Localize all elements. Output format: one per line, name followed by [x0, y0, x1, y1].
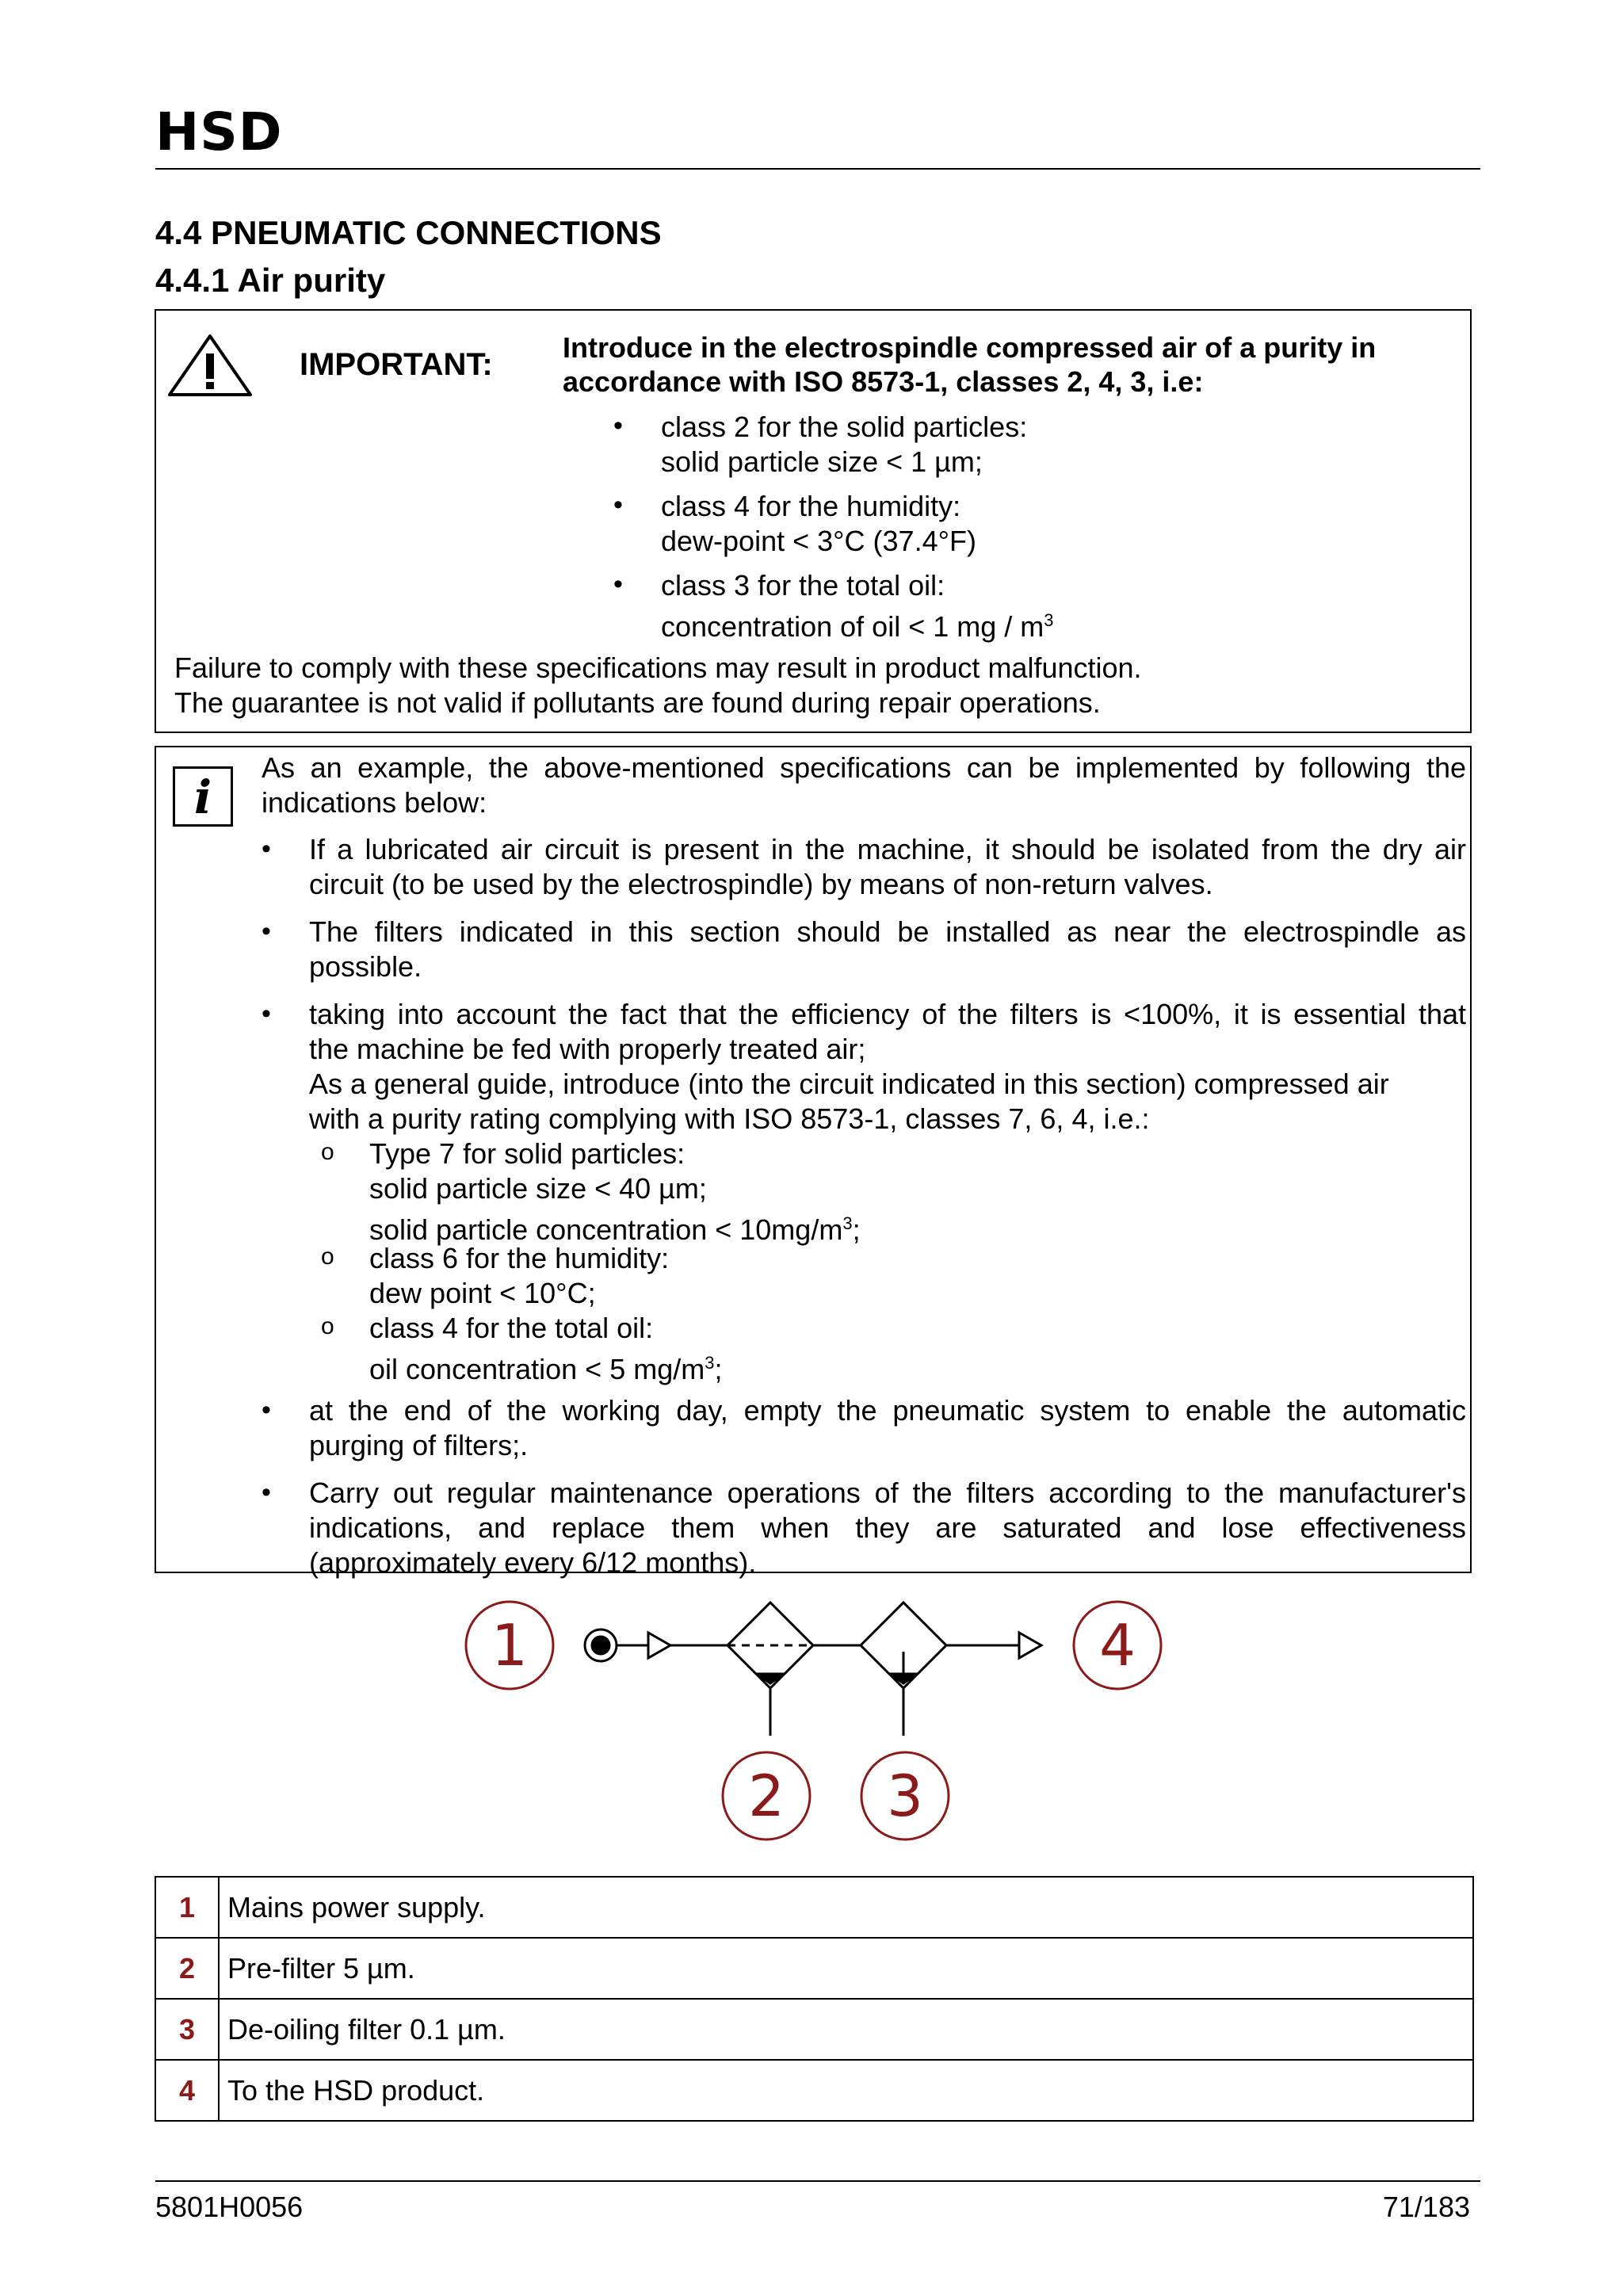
info-bullet-5-line2: indications, and replace them when they are saturated and lose effectiveness: [309, 1511, 1466, 1544]
important-intro-line1: Introduce in the electrospindle compressed air of a purity in: [563, 331, 1377, 364]
bullet-icon: •: [613, 569, 623, 599]
important-item-1-line2: solid particle size < 1 µm;: [661, 445, 983, 478]
legend-text: De-oiling filter 0.1 µm.: [219, 1999, 1473, 2060]
sub-bullet-icon: o: [321, 1139, 334, 1165]
info-bullet-2-line2: possible.: [309, 950, 422, 983]
bullet-icon: •: [613, 490, 623, 520]
bullet-icon: •: [262, 1477, 271, 1507]
page-number: 71/183: [1382, 2191, 1470, 2223]
legend-num: 2: [155, 1938, 219, 1999]
important-item-1-line1: class 2 for the solid particles:: [661, 411, 1028, 443]
info-bullet-3-line2: the machine be fed with properly treated air;: [309, 1033, 866, 1065]
bullet-icon: •: [613, 411, 623, 441]
sub-bullet-icon: o: [321, 1313, 334, 1339]
legend-text: To the HSD product.: [219, 2060, 1473, 2121]
sub-bullet-icon: o: [321, 1244, 334, 1270]
document-code: 5801H0056: [155, 2191, 304, 2223]
table-row: [155, 1938, 1473, 1999]
legend-text: Pre-filter 5 µm.: [219, 1938, 1473, 1999]
info-icon: i: [173, 766, 233, 827]
important-footer-line1: Failure to comply with these specifications may result in product malfunction.: [174, 651, 1142, 684]
callout-2-label: 2: [748, 1763, 785, 1829]
info-bullet-5-line1: Carry out regular maintenance operations of the filters according to the manufacturer's: [309, 1477, 1466, 1509]
important-item-3-line2: concentration of oil < 1 mg / $m^3$: [661, 610, 1054, 643]
important-item-2-line2: dew-point < 3°C (37.4°F): [661, 525, 976, 557]
subsection-heading: 4.4.1 Air purity: [155, 262, 386, 299]
callout-1-label: 1: [491, 1612, 528, 1679]
info-bullet-4-line2: purging of filters;.: [309, 1429, 529, 1461]
callout-4-label: 4: [1099, 1612, 1136, 1679]
important-intro-line2: accordance with ISO 8573-1, classes 2, 4, 3, i.e:: [563, 365, 1204, 398]
table-row: [155, 2060, 1473, 2121]
important-item-3-line1: class 3 for the total oil:: [661, 569, 945, 602]
info-intro-line2: indications below:: [262, 786, 487, 819]
sub-item-1-line2: solid particle size < 40 µm;: [369, 1172, 707, 1205]
footer-rule: [155, 2180, 1480, 2182]
info-bullet-2-line1: The filters indicated in this section should be installed as near the electrospindle as: [309, 915, 1466, 948]
sub-item-3-line1: class 4 for the total oil:: [369, 1312, 654, 1344]
info-bullet-4-line1: at the end of the working day, empty the pneumatic system to enable the automatic: [309, 1394, 1466, 1427]
important-footer-line2: The guarantee is not valid if pollutants are found during repair operations.: [174, 686, 1101, 719]
info-bullet-3-line4: with a purity rating complying with ISO 8573-1, classes 7, 6, 4, i.e.:: [309, 1102, 1150, 1135]
bullet-icon: •: [262, 834, 271, 864]
section-heading: 4.4 PNEUMATIC CONNECTIONS: [155, 214, 662, 251]
sub-item-1-line3: solid particle concentration < $10mg/m^3$;: [369, 1213, 861, 1246]
info-bullet-5-line3: (approximately every 6/12 months).: [309, 1546, 757, 1579]
callout-3-label: 3: [887, 1763, 923, 1829]
sub-item-3-line2: oil concentration < 5 $mg/m^3$;: [369, 1353, 723, 1385]
info-bullet-3-line1: taking into account the fact that the efficiency of the filters is <100%, it is essential that: [309, 998, 1466, 1030]
sub-item-2-line1: class 6 for the humidity:: [369, 1242, 670, 1274]
legend-num: 1: [155, 1877, 219, 1938]
sub-item-1-line1: Type 7 for solid particles:: [369, 1137, 685, 1170]
table-row: [155, 1999, 1473, 2060]
info-intro-line1: As an example, the above-mentioned specifications can be implemented by following the: [262, 751, 1466, 784]
bullet-icon: •: [262, 1395, 271, 1425]
legend-num: 4: [155, 2060, 219, 2121]
important-item-2-line1: class 4 for the humidity:: [661, 490, 961, 522]
bullet-icon: •: [262, 999, 271, 1029]
legend-text: Mains power supply.: [219, 1877, 1473, 1938]
hsd-logo: HSD: [155, 101, 283, 162]
info-bullet-1-line2: circuit (to be used by the electrospindle) by means of non-return valves.: [309, 868, 1213, 900]
info-bullet-3-line3: As a general guide, introduce (into the circuit indicated in this section) compressed air: [309, 1068, 1389, 1100]
bullet-icon: •: [262, 916, 271, 946]
info-bullet-1-line1: If a lubricated air circuit is present in the machine, it should be isolated from the dry air: [309, 833, 1466, 865]
sub-item-2-line2: dew point < 10°C;: [369, 1277, 596, 1309]
legend-num: 3: [155, 1999, 219, 2060]
table-row: [155, 1877, 1473, 1938]
important-label: IMPORTANT:: [300, 347, 493, 382]
legend-table: [155, 1876, 1474, 2122]
